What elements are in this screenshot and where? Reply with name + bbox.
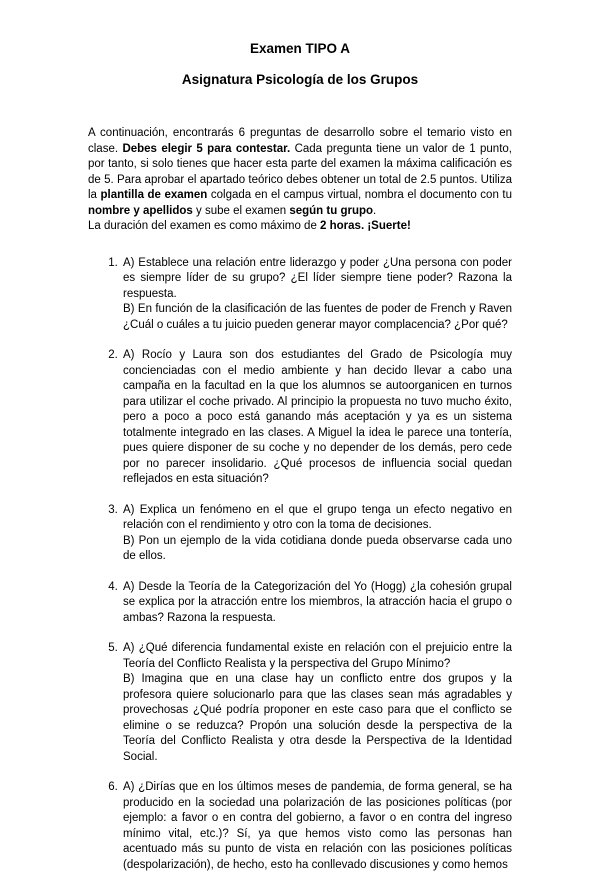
question-list <box>88 256 512 873</box>
exam-title: Examen TIPO A <box>88 40 512 58</box>
question-6 <box>121 780 512 873</box>
question-1-part-a: 1. A) Establece una relación entre liderazgo y poder ¿Una persona con poder es siempre líder de su grupo? ¿El líder siempre tiene poder? Razona la respuesta. <box>123 256 512 303</box>
question-1 <box>121 256 512 334</box>
duration-emphasis: 2 horas. ¡Suerte! <box>320 220 411 232</box>
group-emphasis: según tu grupo <box>289 205 373 217</box>
question-4-part-a: 4. A) Desde la Teoría de la Categorización del Yo (Hogg) ¿la cohesión grupal se explica por la atracción entre los miembros, la atracción hacia el grupo o ambas? Razona la respuesta. <box>123 580 512 627</box>
duration-paragraph: La duración del examen es como máximo de 2 horas. ¡Suerte! <box>88 219 512 235</box>
template-emphasis: plantilla de examen <box>101 189 208 201</box>
choose-five-emphasis: Debes elegir 5 para contestar. <box>122 143 290 155</box>
question-5-part-a: 5. A) ¿Qué diferencia fundamental existe en relación con el prejuicio entre la Teoría del Conflicto Realista y la perspectiva del Grupo Mínimo? <box>123 641 512 672</box>
question-6-part-a: 6. A) ¿Dirías que en los últimos meses de pandemia, de forma general, se ha producido en la sociedad una polarización de las posiciones políticas (por ejemplo: a favor o en contra del gobierno, a favor o en contra del ingreso mínimo vital, etc.)? Sí, ya que hemos visto como las personas han acentuado más su punto de vista en relación con las posiciones políticas (despolarización), de hecho, esto ha conllevado discusiones y como hemos <box>123 780 512 873</box>
instructions-paragraph: A continuación, encontrarás 6 preguntas de desarrollo sobre el temario visto en clase. Debes elegir 5 para contestar. Cada pregunta tiene un valor de 1 punto, por tanto, si solo tienes que hacer esta parte del examen la máxima calificación es de 5. Para aprobar el apartado teórico debes obtener un total de 2.5 puntos. Utiliza la plantilla de examen colgada en el campus virtual, nombra el documento con tu nombre y apellidos y sube el examen según tu grupo. <box>88 126 512 219</box>
question-5 <box>121 641 512 765</box>
question-2-part-a: 2. A) Rocío y Laura son dos estudiantes del Grado de Psicología muy concienciadas con el medio ambiente y han decido llevar a cabo una campaña en la facultad en la que los alumnos se autoorganicen en turnos para utilizar el coche privado. Al principio la propuesta no tuvo mucho éxito, pero a poco a poco está ganando más aceptación y ya es un sistema totalmente integrado en las clases. A Miguel la idea le parece una tontería, pues quiere disponer de su coche y no depender de los demás, pero cede por no parecer insolidario. ¿Qué procesos de influencia social quedan reflejados en esta situación? <box>123 348 512 488</box>
question-3-part-a: 3. A) Explica un fenómeno en el que el grupo tenga un efecto negativo en relación con el rendimiento y otro con la toma de decisiones. <box>123 503 512 534</box>
question-2 <box>121 348 512 488</box>
question-3 <box>121 503 512 565</box>
question-1-part-b: B) En función de la clasificación de las fuentes de poder de French y Raven ¿Cuál o cuáles a tu juicio pueden generar mayor complacencia? ¿Por qué? <box>123 302 512 333</box>
question-4 <box>121 580 512 627</box>
question-5-part-b: B) Imagina que en una clase hay un conflicto entre dos grupos y la profesora quiere solucionarlo para que las clases sean más agradables y provechosas ¿Qué podría proponer en este caso para que el conflicto se elimine o se reduzca? Propón una solución desde la perspectiva de la Teoría del Conflicto Realista y otra desde la Perspectiva de la Identidad Social. <box>123 672 512 765</box>
exam-subject: Asignatura Psicología de los Grupos <box>88 71 512 89</box>
question-3-part-b: B) Pon un ejemplo de la vida cotidiana donde pueda observarse cada uno de ellos. <box>123 534 512 565</box>
name-emphasis: nombre y apellidos <box>88 205 193 217</box>
instructions <box>88 126 512 235</box>
